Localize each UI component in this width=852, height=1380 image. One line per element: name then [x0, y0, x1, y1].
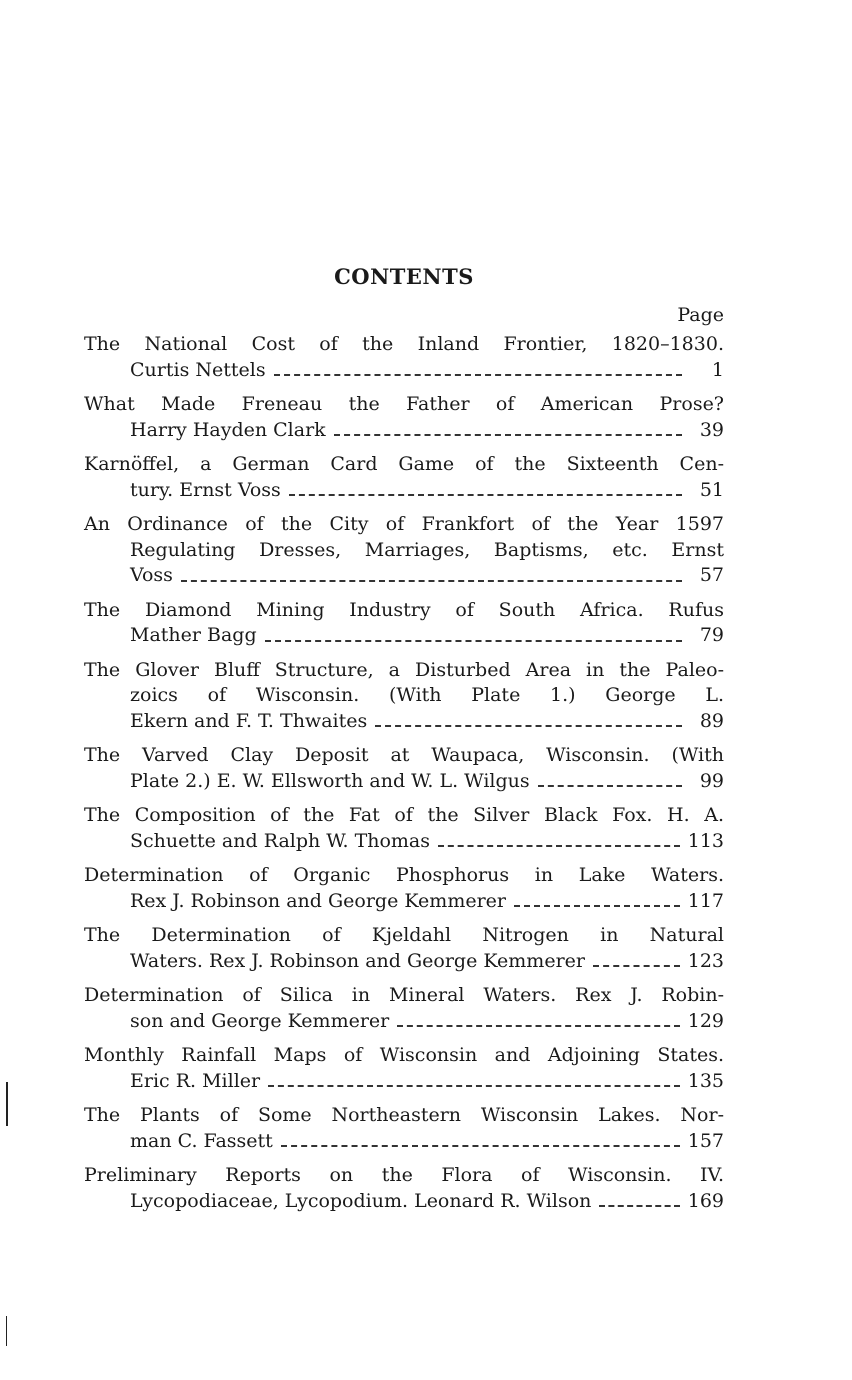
- entry-page-number: 57: [699, 564, 724, 586]
- entry-title-line: The Glover Bluff Structure, a Disturbed Area in the Paleo-: [84, 658, 724, 681]
- contents-entry: [84, 598, 724, 649]
- entry-title-line: The Plants of Some Northeastern Wisconsin Lakes. Nor-: [84, 1104, 724, 1126]
- entry-author-line: [84, 358, 724, 384]
- contents-entry: [84, 332, 724, 383]
- entry-author: man C. Fassett: [130, 1129, 273, 1152]
- contents-entry: [84, 658, 724, 735]
- page-column-label: Page: [677, 304, 724, 326]
- margin-scan-mark: [6, 1316, 7, 1346]
- contents-entry: [84, 452, 724, 503]
- dot-leader: [265, 640, 682, 642]
- entry-title-line: Determination of Silica in Mineral Waters. Rex J. Robin-: [84, 984, 724, 1006]
- entry-page-number: 113: [687, 829, 724, 852]
- entry-page-number: 79: [699, 624, 724, 646]
- entry-author-line: [84, 563, 724, 589]
- entry-page-number: 157: [687, 1129, 724, 1152]
- entry-page-number: 51: [699, 478, 724, 501]
- entry-page-number: 169: [687, 1189, 724, 1212]
- entry-author: Waters. Rex J. Robinson and George Kemmerer: [130, 949, 585, 972]
- contents-entry: [84, 983, 724, 1034]
- entry-author: Voss: [130, 564, 173, 586]
- entry-continuation-line: zoics of Wisconsin. (With Plate 1.) George L.: [130, 684, 724, 706]
- entry-author-line: [84, 1129, 724, 1155]
- dot-leader: [599, 1205, 679, 1207]
- entry-author-line: [84, 418, 724, 444]
- entry-page-number: 1: [711, 358, 724, 381]
- entry-author-line: [84, 829, 724, 855]
- entry-page-number: 99: [699, 769, 724, 792]
- dot-leader: [593, 965, 680, 967]
- contents-entry: [84, 863, 724, 914]
- entry-author: Harry Hayden Clark: [130, 418, 326, 441]
- entry-page-number: 129: [687, 1009, 724, 1032]
- entry-page-number: 39: [699, 418, 724, 441]
- entry-author-line: [84, 1189, 724, 1215]
- contents-page: [84, 262, 724, 1223]
- entry-title-line: Preliminary Reports on the Flora of Wisconsin. IV.: [84, 1164, 724, 1186]
- contents-entry: [84, 803, 724, 854]
- entry-title-line: The National Cost of the Inland Frontier, 1820–1830.: [84, 333, 724, 355]
- entry-title-line: The Determination of Kjeldahl Nitrogen in Natural: [84, 924, 724, 946]
- entry-author: Rex J. Robinson and George Kemmerer: [130, 889, 506, 912]
- dot-leader: [538, 785, 682, 787]
- dot-leader: [334, 434, 682, 436]
- entry-page-number: 123: [687, 949, 724, 972]
- dot-leader: [281, 1145, 680, 1147]
- entry-title-line: The Diamond Mining Industry of South Africa. Rufus: [84, 598, 724, 621]
- contents-entry: [84, 512, 724, 589]
- entry-author-line: [84, 949, 724, 975]
- entry-page-number: 117: [687, 889, 724, 912]
- entry-author-line: [84, 709, 724, 735]
- entry-title-line: An Ordinance of the City of Frankfort of the Year 1597: [84, 513, 724, 535]
- entry-author-line: [84, 1069, 724, 1095]
- dot-leader: [397, 1025, 679, 1027]
- entry-page-number: 135: [687, 1069, 724, 1092]
- entry-author: tury. Ernst Voss: [130, 478, 281, 501]
- entry-title-line: The Varved Clay Deposit at Waupaca, Wisconsin. (With: [84, 744, 724, 766]
- contents-list: [84, 332, 724, 1214]
- entry-author-line: [84, 1009, 724, 1035]
- entry-title-line: What Made Freneau the Father of American Prose?: [84, 393, 724, 415]
- entry-title-line: Karnöffel, a German Card Game of the Sixteenth Cen-: [84, 453, 724, 475]
- entry-title-line: Determination of Organic Phosphorus in Lake Waters.: [84, 864, 724, 886]
- contents-entry: [84, 1043, 724, 1094]
- dot-leader: [268, 1085, 680, 1087]
- dot-leader: [375, 725, 682, 727]
- entry-author: Lycopodiaceae, Lycopodium. Leonard R. Wilson: [130, 1189, 592, 1212]
- dot-leader: [514, 905, 680, 907]
- entry-author-line: [84, 889, 724, 915]
- entry-page-number: 89: [699, 709, 724, 732]
- entry-author: Curtis Nettels: [130, 358, 266, 381]
- contents-entry: [84, 392, 724, 443]
- dot-leader: [181, 580, 682, 582]
- contents-entry: [84, 923, 724, 974]
- contents-heading: CONTENTS: [334, 264, 474, 289]
- entry-author-line: [84, 623, 724, 649]
- entry-author: Plate 2.) E. W. Ellsworth and W. L. Wilgus: [130, 769, 530, 792]
- dot-leader: [274, 374, 682, 376]
- contents-entry: [84, 1163, 724, 1214]
- contents-entry: [84, 743, 724, 794]
- margin-scan-mark: [6, 1082, 8, 1126]
- dot-leader: [438, 845, 680, 847]
- entry-title-line: Monthly Rainfall Maps of Wisconsin and Adjoining States.: [84, 1044, 724, 1066]
- entry-author: son and George Kemmerer: [130, 1009, 390, 1032]
- entry-title-line: The Composition of the Fat of the Silver Black Fox. H. A.: [84, 804, 724, 826]
- entry-author: Eric R. Miller: [130, 1069, 261, 1092]
- entry-author-line: [84, 769, 724, 795]
- entry-author: Schuette and Ralph W. Thomas: [130, 829, 431, 852]
- contents-entry: [84, 1103, 724, 1154]
- dot-leader: [289, 494, 682, 496]
- entry-continuation-line: Regulating Dresses, Marriages, Baptisms, etc. Ernst: [130, 538, 724, 561]
- entry-author-line: [84, 478, 724, 504]
- entry-author: Ekern and F. T. Thwaites: [130, 709, 368, 732]
- entry-author: Mather Bagg: [130, 624, 257, 646]
